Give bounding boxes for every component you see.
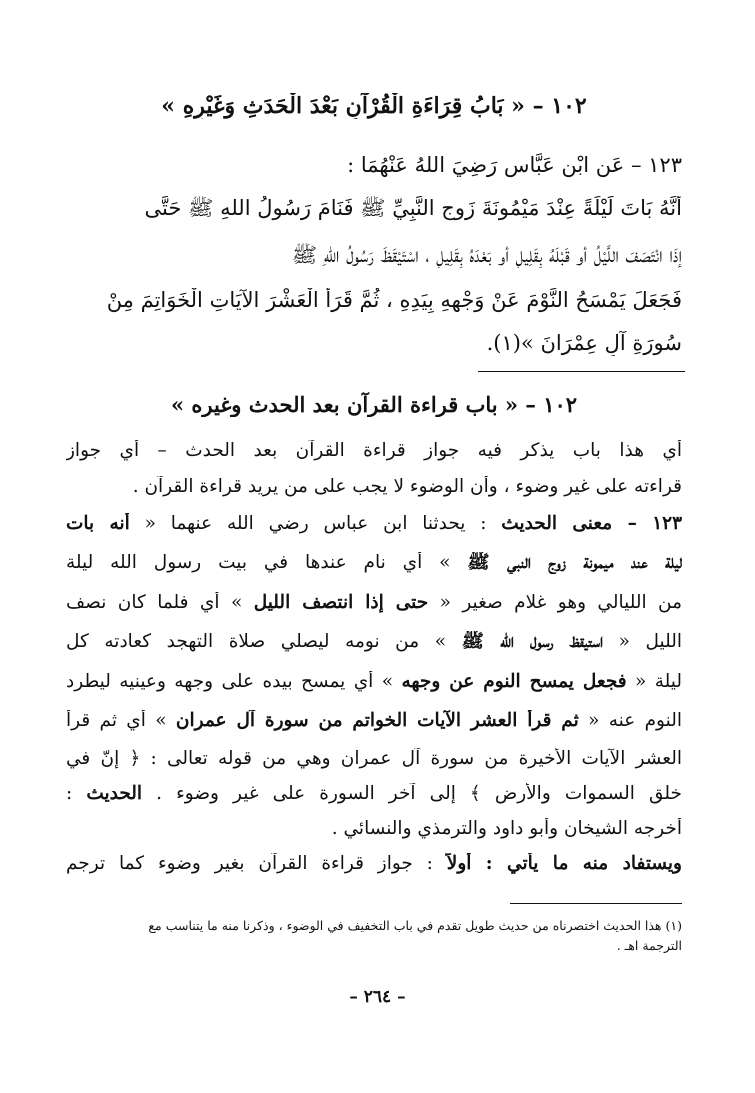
footnote-line: الترجمة اهـ . <box>616 938 682 953</box>
commentary-line <box>66 513 682 535</box>
commentary-text: العشر الآيات الأخيرة من سورة آل عمران وهي من قوله تعالى : ﴿ إنّ في <box>66 748 682 769</box>
commentary-line <box>66 783 682 805</box>
commentary-text: من الليالي وهو غلام صغير « <box>428 592 682 613</box>
hadith-text-line: فَجَعَلَ يَمْسَحُ النَّوْمَ عَنْ وَجْهِهِ بِيَدِهِ ، ثُمَّ قَرَأَ الْعَشْرَ الآيَاتِ الْخَوَاتِمَ مِنْ <box>106 288 682 312</box>
commentary-text: ليلة « <box>626 671 682 692</box>
commentary-line <box>66 476 682 498</box>
commentary-text: الليل « <box>603 631 682 652</box>
commentary-line <box>66 671 682 693</box>
commentary-bold-phrase: حتى إذا انتصف الليل <box>253 592 429 613</box>
commentary-text: أي هذا باب يذكر فيه جواز قراءة القرآن بعد الحدث – أي جواز <box>66 440 682 461</box>
commentary-text: قراءته على غير وضوء ، وأن الوضوء لا يجب على من يريد قراءة القرآن . <box>132 476 682 497</box>
commentary-text: » أي يمسح بيده على وجهه وعينيه ليطرد <box>66 671 402 692</box>
commentary-text: : يحدثنا ابن عباس رضي الله عنهما « <box>129 513 502 534</box>
commentary-text: : جواز قراءة القرآن بغير وضوء كما ترجم <box>66 853 447 874</box>
commentary-bold-phrase: فجعل يمسح النوم عن وجهه <box>401 671 627 692</box>
commentary-line <box>66 748 682 770</box>
footnote-line: (١) هذا الحديث اختصرناه من حديث طويل تقدم في باب التخفيف في الوضوء ، وذكرنا منه ما يتناسب مع <box>148 918 682 933</box>
commentary-bold-phrase: ١٢٣ – معنى الحديث <box>501 513 682 534</box>
sharh-chapter-heading: ١٠٢ – « باب قراءة القرآن بعد الحدث وغيره » <box>170 392 578 417</box>
hadith-text-line: إِذَا انْتَصَفَ اللَّيْلُ أو قَبْلَهُ بِقَلِيلٍ أو بَعْدَهُ بِقَلِيلٍ ، اسْتَيْقَظَ رَسُولُ اللهِ ﷺ <box>291 243 682 267</box>
page-number: – ٢٦٤ – <box>349 987 406 1007</box>
commentary-bold-phrase: ثم قرأ العشر الآيات الخواتم من سورة آل عمران <box>175 710 579 731</box>
commentary-text: » أي ثم قرأ <box>66 710 176 731</box>
matn-chapter-heading: ١٠٢ – « بَابُ قِرَاءَةِ الْقُرْآنِ بَعْدَ الْحَدَثِ وَغَيْرِهِ » <box>161 93 587 119</box>
commentary-bold-phrase: ليلة عند ميمونة زوج النبي ﷺ <box>467 552 682 573</box>
commentary-bold-phrase: أنه بات <box>66 513 130 534</box>
hadith-text-line: سُورَةِ آلِ عِمْرَانَ »(١). <box>486 331 682 355</box>
commentary-text: خلق السموات والأرض ﴾ إلى آخر السورة على غير وضوء . <box>142 783 682 804</box>
commentary-line <box>66 818 682 840</box>
commentary-bold-phrase: استيقظ رسول الله ﷺ <box>461 631 604 652</box>
footnote-divider <box>510 903 682 904</box>
commentary-text: » من نومه ليصلي صلاة التهجد كعادته كل <box>66 631 462 652</box>
commentary-line <box>66 710 682 732</box>
commentary-text: » أي نام عندها في بيت رسول الله ليلة <box>66 552 468 573</box>
hadith-text-line: أَنَّهُ بَاتَ لَيْلَةً عِنْدَ مَيْمُونَةَ زَوجِ النَّبِيِّ ﷺ فَنَامَ رَسُولُ اللهِ ﷺ حَتَّى <box>144 196 682 220</box>
commentary-text: : <box>66 783 87 804</box>
commentary-text: أخرجه الشيخان وأبو داود والترمذي والنسائي . <box>331 818 682 839</box>
commentary-text: النوم عنه « <box>578 710 682 731</box>
footnote <box>66 916 682 956</box>
section-divider <box>478 371 685 372</box>
commentary-line <box>66 592 682 614</box>
commentary-bold-phrase: الحديث <box>86 783 143 804</box>
commentary-bold-phrase: ويستفاد منه ما يأتي : أولاً <box>446 853 682 874</box>
commentary-line <box>66 552 682 574</box>
commentary-text: » أي فلما كان نصف <box>66 592 254 613</box>
commentary-line <box>66 631 682 653</box>
commentary-line <box>66 440 682 462</box>
commentary-line <box>66 853 682 875</box>
hadith-narrator-line: ١٢٣ – عَنِ ابْنِ عَبَّاسٍ رَضِيَ اللهُ عَنْهُمَا : <box>347 153 682 177</box>
